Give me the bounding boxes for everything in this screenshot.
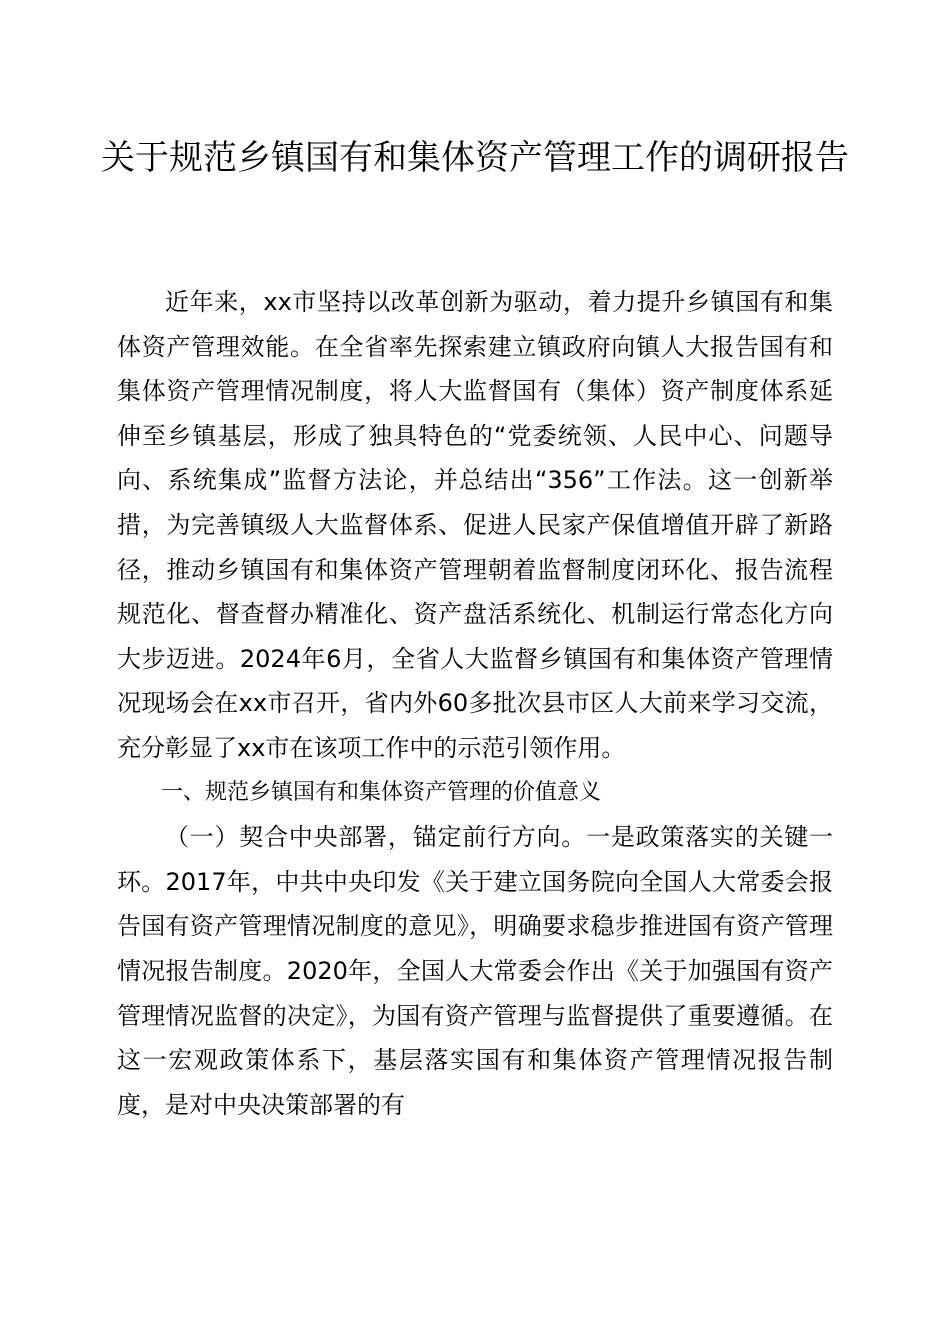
section-paragraph: （一）契合中央部署，锚定前行方向。一是政策落实的关键一环。2017年，中共中央印发《关于建立国务院向全国人大常委会报告国有资产管理情况制度的意见》，明确要求稳步推进国有资产管理情况报告制度。2020年，全国人大常委会作出《关于加强国有资产管理情况监督的决定》，为国有资产管理与监督提供了重要遵循。在这一宏观政策体系下，基层落实国有和集体资产管理情况报告制度，是对中央决策部署的有 [117, 823, 833, 1119]
section-heading: 一、规范乡镇国有和集体资产管理的价值意义 [161, 779, 602, 805]
intro-paragraph: 近年来，xx市坚持以改革创新为驱动，着力提升乡镇国有和集体资产管理效能。在全省率先探索建立镇政府向镇人大报告国有和集体资产管理情况制度，将人大监督国有（集体）资产制度体系延伸至乡镇基层，形成了独具特色的“党委统领、人民中心、问题导向、系统集成”监督方法论，并总结出“356”工作法。这一创新举措，为完善镇级人大监督体系、促进人民家产保值增值开辟了新路径，推动乡镇国有和集体资产管理朝着监督制度闭环化、报告流程规范化、督查督办精准化、资产盘活系统化、机制运行常态化方向大步迈进。2024年6月，全省人大监督乡镇国有和集体资产管理情况现场会在xx市召开，省内外60多批次县市区人大前来学习交流，充分彰显了xx市在该项工作中的示范引领作用。 [117, 288, 833, 762]
document-body [117, 280, 833, 1127]
document-title: 关于规范乡镇国有和集体资产管理工作的调研报告 [101, 138, 849, 178]
